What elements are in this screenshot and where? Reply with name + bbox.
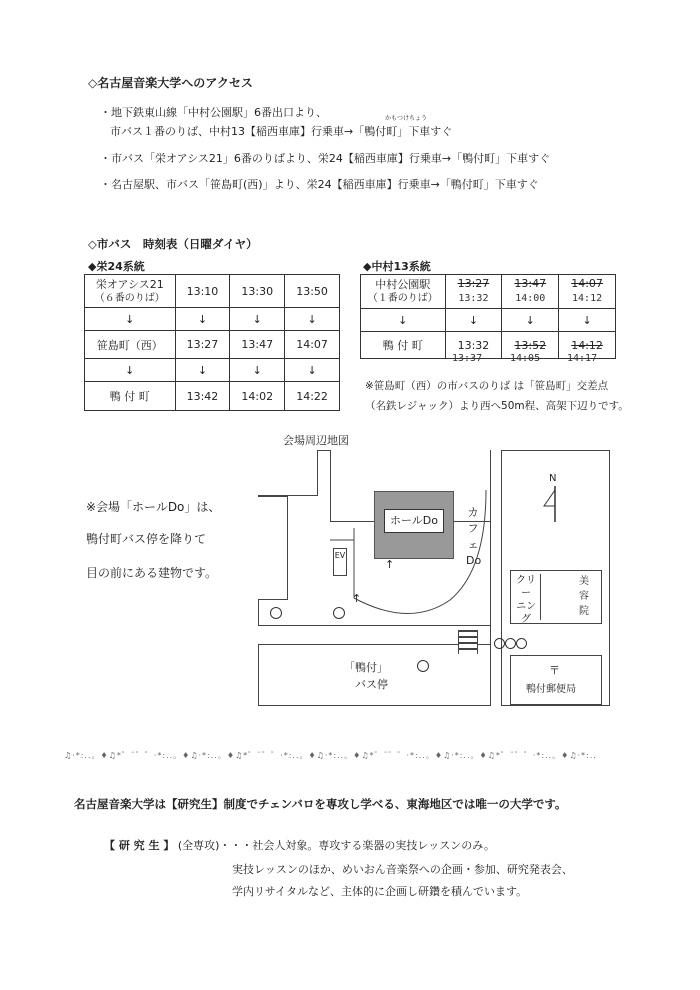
- map-title: 会場周辺地図: [283, 434, 349, 447]
- time-cell: 13:52: [502, 332, 559, 359]
- bus-stop-note-line2: （名鉄レジャック）より西へ50m程、高架下辺りです。: [365, 400, 629, 412]
- time-cell: 14:07: [285, 331, 340, 359]
- sakae24-timetable: [84, 274, 340, 411]
- time-cell: 13:32: [445, 332, 502, 359]
- timetable-heading: ◇市バス 時刻表（日曜ダイヤ）: [88, 237, 258, 251]
- hall-label: ホールDo: [384, 509, 444, 533]
- cafe-label: カ フ ェ Do: [466, 506, 482, 567]
- map-block: [258, 450, 318, 496]
- cleaning-shop-label: クリー ニング: [516, 575, 536, 625]
- time-cell: 13:10: [175, 275, 230, 308]
- kenkyusei-desc-line3: 学内リサイタルなど、主体的に企画し研鑽を積んでいます。: [232, 885, 528, 898]
- access-bullet-3: ・名古屋駅、市バス「笹島町(西)」より、栄24【稲西車庫】行乗車→「鴨付町」下車すぐ: [100, 178, 539, 191]
- access-bullet-1-line2: 市バス１番のりば、中村13【稲西車庫】行乗車→「鴨付町」下車すぐ: [110, 125, 453, 138]
- stop-cell: 鴨 付 町: [361, 332, 446, 359]
- bus-stop-icon: [270, 607, 282, 619]
- access-heading: ◇名古屋音楽大学へのアクセス: [88, 76, 253, 90]
- venue-note-line1: ※会場「ホールDo」は、: [86, 500, 221, 514]
- time-cell: 13:50: [285, 275, 340, 308]
- time-cell: 13:47 14:00: [502, 275, 559, 309]
- time-cell: 14:12: [559, 332, 616, 359]
- handwritten-time: 13:37: [452, 353, 483, 364]
- arrow-cell: ↓: [285, 308, 340, 331]
- decorative-divider: ♫·*:..。♦♫*゜¨゜゜·*:..。♦♫·*:..。♦♫*゜¨゜゜·*:..。♦♫·*:..。♦♫*゜¨゜゜·*:..。♦♫·*:..。♦♫*゜¨゜゜·*:..。♦♫·*:..: [64, 751, 597, 760]
- beauty-salon-label: 美 容 院: [579, 576, 589, 617]
- arrow-cell: ↓: [502, 309, 559, 332]
- kenkyusei-label: 【 研 究 生 】: [104, 839, 175, 852]
- nakamura13-timetable: [360, 274, 616, 359]
- north-label: N: [549, 473, 557, 484]
- stop-cell: 中村公園駅 （１番のりば）: [361, 275, 446, 309]
- kenkyusei-desc: (全専攻)・・・社会人対象。専攻する楽器の実技レッスンのみ。: [177, 839, 495, 852]
- handwritten-time: 14:17: [567, 353, 598, 364]
- post-office-label: 鴨付郵便局: [526, 684, 576, 695]
- arrow-cell: ↓: [175, 308, 230, 331]
- crosswalk: [458, 630, 478, 654]
- access-bullet-2: ・市バス「栄オアシス21」6番のりばより、栄24【稲西車庫】行乗車→「鴨付町」下車すぐ: [100, 152, 551, 165]
- bus-stop-icon: [417, 660, 429, 672]
- arrow-cell: ↓: [445, 309, 502, 332]
- arrow-cell: ↓: [230, 308, 285, 331]
- handwritten-time: 14:05: [510, 353, 541, 364]
- arrow-cell: ↓: [85, 359, 176, 382]
- time-cell: 13:42: [175, 382, 230, 411]
- kenkyusei-line: [104, 837, 495, 853]
- kenkyusei-desc-line2: 実技レッスンのほか、めいおん音楽祭への企画・参加、研究発表会、: [232, 863, 573, 876]
- time-cell: 13:27 13:32: [445, 275, 502, 309]
- time-cell: 14:07 14:12: [559, 275, 616, 309]
- time-cell: 14:22: [285, 382, 340, 411]
- time-cell: 14:02: [230, 382, 285, 411]
- sakae24-title: ◆栄24系統: [88, 260, 145, 273]
- time-cell: 13:47: [230, 331, 285, 359]
- bus-stop-label: 「鴨付」: [344, 661, 388, 674]
- arrow-cell: ↓: [559, 309, 616, 332]
- nakamura13-title: ◆中村13系統: [363, 260, 431, 273]
- post-office-icon: 〒: [549, 664, 560, 677]
- shop-divider: [540, 574, 543, 620]
- ruby-annotation: かもつけちょう: [385, 115, 428, 122]
- bus-stop-sub: バス停: [355, 678, 388, 691]
- access-bullet-1-line1: ・地下鉄東山線「中村公園駅」6番出口より、: [100, 106, 327, 119]
- venue-note-line2: 鴨付町バス停を降りて: [86, 532, 207, 546]
- arrow-cell: ↓: [361, 309, 446, 332]
- arrow-cell: ↓: [175, 359, 230, 382]
- map-block: [258, 496, 288, 600]
- entrance-arrow: ↑: [352, 592, 362, 605]
- entrance-arrow: ↑: [385, 558, 395, 571]
- footer-statement: 名古屋音楽大学は【研究生】制度でチェンバロを専攻し学べる、東海地区では唯一の大学です。: [74, 797, 567, 811]
- arrow-cell: ↓: [85, 308, 176, 331]
- venue-note-line3: 目の前にある建物です。: [86, 566, 218, 580]
- bus-stop-icon: [333, 607, 345, 619]
- arrow-cell: ↓: [285, 359, 340, 382]
- time-cell: 13:30: [230, 275, 285, 308]
- traffic-signal-icon: [494, 634, 527, 653]
- time-cell: 13:27: [175, 331, 230, 359]
- bus-stop-note-line1: ※笹島町（西）の市バスのりば は「笹島町」交差点: [365, 380, 609, 392]
- stop-cell: 鴨 付 町: [85, 382, 176, 411]
- stop-cell: 栄オアシス21 （６番のりば）: [85, 275, 176, 308]
- stop-cell: 笹島町（西）: [85, 331, 176, 359]
- arrow-cell: ↓: [230, 359, 285, 382]
- elevator: EV: [333, 548, 347, 576]
